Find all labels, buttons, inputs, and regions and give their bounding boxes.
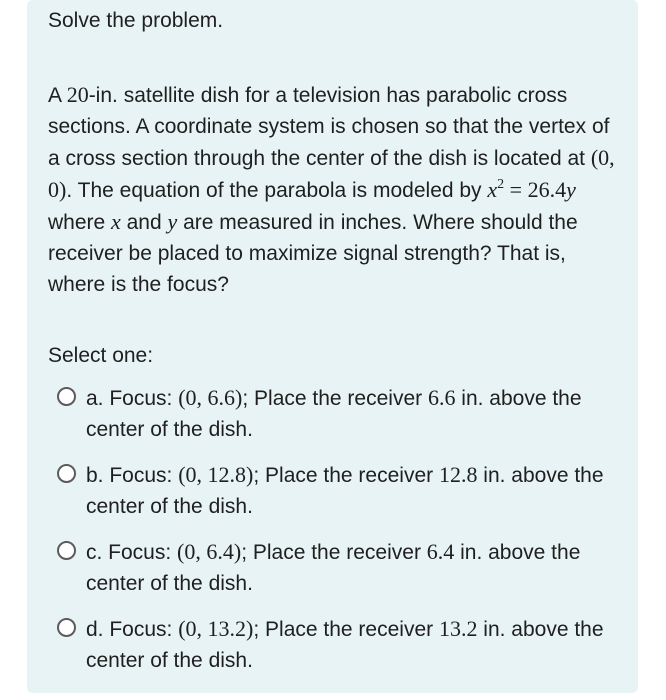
option-distance: 13.2 [438,616,478,641]
question-text [48,79,624,300]
question-part: A [48,84,67,107]
select-one-label: Select one: [48,344,154,367]
option-mid: ; Place the receiver [253,618,439,641]
math-var-y: y [167,209,178,234]
option-label-a[interactable] [86,382,606,445]
math-var-x: x [111,209,121,234]
option-label-b[interactable] [86,459,606,522]
option-prefix: c. Focus: [86,541,178,564]
math-var-x: x [487,177,498,202]
option-mid: ; Place the receiver [241,541,427,564]
option-label-d[interactable] [86,613,606,676]
option-label-c[interactable] [86,536,606,599]
question-part: and [120,211,168,234]
option-prefix: b. Focus: [86,464,179,487]
option-prefix: d. Focus: [86,618,179,641]
math-equation: = 26.4 [504,177,567,202]
answer-option-c[interactable] [48,536,624,599]
question-part: . The equation of the parabola is modeled by [66,179,488,202]
option-suffix: in. above the center of the dish. [86,387,582,441]
radio-button-d[interactable] [57,618,76,637]
math-vertex: (0, 0) [48,145,615,202]
option-suffix: in. above the center of the dish. [86,618,604,672]
question-part: are measured in inches. Where should the receiver be placed to maximize signal strength? That is, where is the focus? [48,211,578,296]
option-distance: 6.6 [427,385,456,410]
math-exponent: 2 [497,177,505,192]
answer-options [48,382,624,676]
radio-button-a[interactable] [57,387,76,406]
option-suffix: in. above the center of the dish. [86,541,581,595]
option-distance: 12.8 [438,462,478,487]
option-distance: 6.4 [426,539,455,564]
math-var-y: y [566,177,576,202]
answer-option-d[interactable] [48,613,624,676]
question-part: -in. satellite dish for a television has parabolic cross sections. A coordinate system is chosen so that the vertex of a cross section through the center of the dish is located at [48,84,610,170]
radio-button-c[interactable] [57,541,76,560]
math-number: 20 [66,82,89,107]
radio-button-b[interactable] [57,464,76,483]
option-point: (0, 13.2) [178,616,254,641]
option-mid: ; Place the receiver [242,387,428,410]
option-prefix: a. Focus: [86,387,179,410]
option-suffix: in. above the center of the dish. [86,464,604,518]
answer-option-a[interactable] [48,382,624,445]
question-part: where [48,211,112,234]
option-mid: ; Place the receiver [253,464,439,487]
question-card [27,0,638,693]
option-point: (0, 6.6) [178,385,243,410]
answer-option-b[interactable] [48,459,624,522]
instruction-text: Solve the problem. [48,9,224,32]
option-point: (0, 12.8) [178,462,254,487]
option-point: (0, 6.4) [177,539,242,564]
